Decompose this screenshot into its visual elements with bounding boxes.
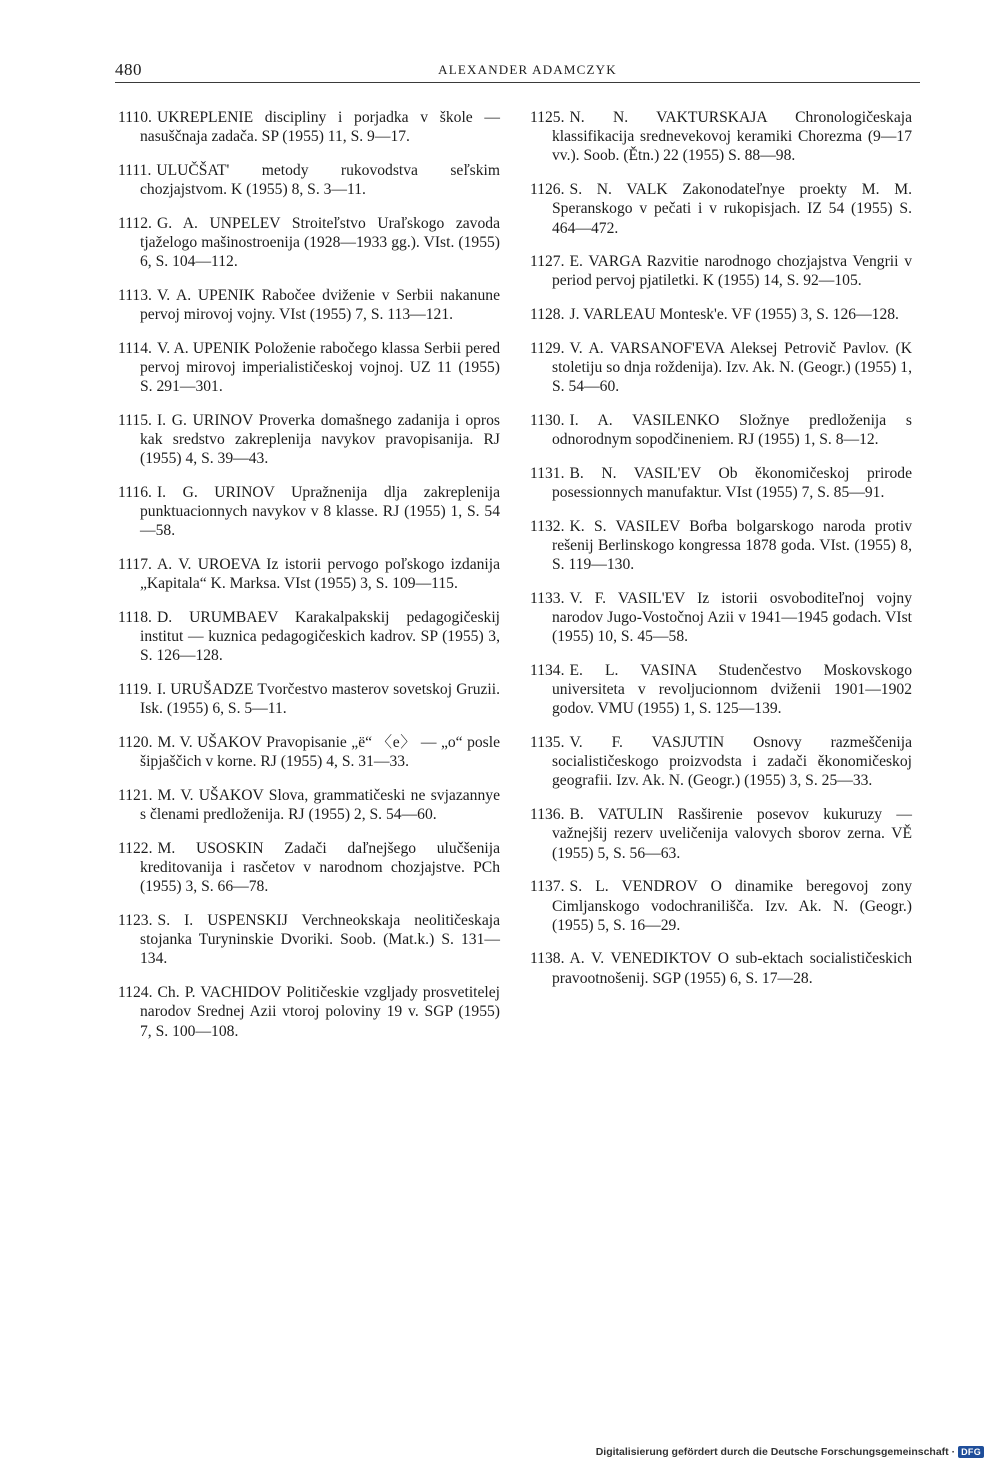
bibliography-entry <box>118 339 500 397</box>
dfg-logo-icon: DFG <box>958 1446 984 1458</box>
entry-number: 1116. <box>118 484 152 502</box>
entry-number: 1111. <box>118 161 152 179</box>
bibliography-entry <box>530 305 912 324</box>
entry-number: 1118. <box>118 609 152 627</box>
entry-text: UKREPLENIE discipliny i porjadka v škole — nasuščnaja zadača. SP (1955) 11, S. 9—17. <box>140 109 500 146</box>
entry-text: M. USOSKIN Zadači daľnejšego ulučšenija kreditovanija i rasčetov v narodnom chozjajstve. PCh (1955) 3, S. 66—78. <box>140 839 500 896</box>
bibliography-entry <box>530 589 912 647</box>
right-column <box>530 108 912 1002</box>
entry-number: 1121. <box>118 786 153 804</box>
bibliography-entry <box>530 517 912 575</box>
entry-text: I. G. URINOV Upražnenija dlja zakreplenija punktuacionnych navykov v 8 klasse. RJ (1955) 1, S. 54—58. <box>140 484 500 540</box>
entry-text: S. L. VENDROV O dinamike beregovoj zony Cimljanskogo vodochranilišča. Izv. Ak. N. (Geogr.) (1955) 5, S. 16—29. <box>552 878 912 934</box>
bibliography-entry <box>530 661 912 719</box>
entry-text: ULUČŠAT' metody rukovodstva seľskim chozjajstvom. K (1955) 8, S. 3—11. <box>140 161 500 199</box>
entry-text: E. L. VASINA Studenčestvo Moskovskogo universiteta v revoljucionnom dviženii 1901—1902 godov. VMU (1955) 1, S. 125—139. <box>552 661 912 718</box>
entry-text: B. VATULIN Rasširenie posevov kukuruzy — važnejšij rezerv uveličenija valovych sborov zerna. VĚ (1955) 5, S. 56—63. <box>552 806 912 862</box>
bibliography-entry <box>118 286 500 324</box>
entry-number: 1130. <box>530 411 565 429</box>
running-head: ALEXANDER ADAMCZYK <box>438 62 617 77</box>
entry-number: 1114. <box>118 339 152 357</box>
entry-text: A. V. UROEVA Iz istorii pervogo poľskogo izdanija „Kapitala“ K. Marksa. VIst (1955) 3, S. 109—115. <box>140 556 500 593</box>
bibliography-entry <box>118 983 500 1041</box>
entry-text: V. A. VARSANOF'EVA Aleksej Petrovič Pavlov. (K stoletiju so dnja roždenija). Izv. Ak. N. (Geogr.) (1955) 1, S. 54—60. <box>552 339 912 396</box>
entry-number: 1135. <box>530 734 565 752</box>
credit-text: Digitalisierung gefördert durch die Deutsche Forschungsgemeinschaft · <box>595 1446 956 1458</box>
entry-number: 1115. <box>118 411 152 429</box>
bibliography-entry <box>530 877 912 935</box>
entry-number: 1122. <box>118 839 153 857</box>
entry-number: 1120. <box>118 734 153 752</box>
bibliography-entry <box>118 786 500 824</box>
digitization-credit <box>596 1446 984 1458</box>
bibliography-entry <box>118 839 500 897</box>
entry-text: N. N. VAKTURSKAJA Chronologičeskaja klassifikacija srednevekovoj keramiki Chorezma (9—17 vv.). Soob. (Ětn.) 22 (1955) S. 88—98. <box>552 109 912 165</box>
entry-text: G. A. UNPELEV Stroiteľstvo Uraľskogo zavoda tjaželogo mašinostroenija (1928—1933 gg.). VIst. (1955) 6, S. 104—112. <box>140 214 500 271</box>
entry-number: 1127. <box>530 253 565 271</box>
left-column <box>118 108 500 1055</box>
bibliography-entry <box>530 339 912 397</box>
entry-text: K. S. VASILEV Boŕba bolgarskogo naroda protiv rešenij Berlinskogo kongressa 1878 goda. VIst. (1955) 8, S. 119—130. <box>552 517 912 574</box>
bibliography-entry <box>118 161 500 199</box>
entry-text: I. A. VASILENKO Složnye predloženija s odnorodnym sopodčineniem. RJ (1955) 1, S. 8—12. <box>552 411 912 449</box>
entry-number: 1117. <box>118 556 152 574</box>
bibliography-entry <box>118 214 500 272</box>
bibliography-entry <box>118 680 500 718</box>
entry-text: E. VARGA Razvitie narodnogo chozjajstva Vengrii v period pervoj pjatiletki. K (1955) 14, S. 92—105. <box>552 253 912 290</box>
bibliography-entry <box>118 608 500 666</box>
entry-number: 1123. <box>118 912 153 929</box>
entry-text: B. N. VASIL'EV Ob ěkonomičeskoj prirode posessionnych manufaktur. VIst (1955) 7, S. 85—91. <box>552 464 912 502</box>
bibliography-entry <box>530 805 912 863</box>
entry-number: 1128. <box>530 306 565 324</box>
entry-number: 1137. <box>530 878 565 896</box>
page-number: 480 <box>115 60 142 79</box>
bibliography-entry <box>530 252 912 290</box>
entry-text: I. URUŠADZE Tvorčestvo masterov sovetskoj Gruzii. Isk. (1955) 6, S. 5—11. <box>140 681 500 718</box>
entry-number: 1136. <box>530 806 565 824</box>
entry-number: 1138. <box>530 950 565 968</box>
bibliography-entry <box>118 108 500 146</box>
entry-number: 1119. <box>118 681 152 699</box>
bibliography-entry <box>118 555 500 593</box>
entry-text: J. VARLEAU Montesk'e. VF (1955) 3, S. 126—128. <box>569 306 899 324</box>
bibliography-entry <box>530 949 912 987</box>
entry-text: M. V. UŠAKOV Slova, grammatičeski ne svjazannye s členami predloženija. RJ (1955) 2, S. 54—60. <box>140 786 500 824</box>
entry-number: 1113. <box>118 286 152 304</box>
entry-text: M. V. UŠAKOV Pravopisanie „ë“ 〈e〉 — „o“ posle šipjaščich v korne. RJ (1955) 4, S. 31—33. <box>140 734 500 771</box>
entry-number: 1110. <box>118 109 152 126</box>
entry-text: I. G. URINOV Proverka domašnego zadanija i opros kak sredstvo zakreplenija navykov pravopisanija. RJ (1955) 4, S. 39—43. <box>140 411 500 468</box>
bibliography-entry <box>118 733 500 771</box>
entry-number: 1131. <box>530 464 565 482</box>
page-header <box>115 58 920 83</box>
entry-number: 1134. <box>530 661 565 679</box>
entry-text: D. URUMBAEV Karakalpakskij pedagogičeskij institut — kuznica pedagogičeskich kadrov. SP (1955) 3, S. 126—128. <box>140 609 500 665</box>
entry-text: V. A. UPENIK Rabočee dviženie v Serbii nakanune pervoj mirovoj vojny. VIst (1955) 7, S. 113—121. <box>140 286 500 324</box>
entry-number: 1132. <box>530 517 565 535</box>
entry-text: V. F. VASIL'EV Iz istorii osvoboditeľnoj vojny narodov Jugo-Vostočnoj Azii v 1941—1945 godach. VIst (1955) 10, S. 45—58. <box>552 589 912 646</box>
entry-text: S. I. USPENSKIJ Verchneokskaja neolitičeskaja stojanka Turyninskie Dvoriki. Soob. (Mat.k.) S. 131—134. <box>140 912 500 968</box>
entry-number: 1126. <box>530 181 565 199</box>
bibliography-entry <box>118 483 500 541</box>
entry-text: V. A. UPENIK Položenie rabočego klassa Serbii pered pervoj mirovoj imperialističeskoj vojnoj. UZ 11 (1955) S. 291—301. <box>140 339 500 396</box>
entry-number: 1129. <box>530 339 565 357</box>
entry-number: 1125. <box>530 109 565 126</box>
bibliography-entry <box>118 911 500 969</box>
bibliography-entry <box>530 108 912 166</box>
entry-text: V. F. VASJUTIN Osnovy razmeščenija socialističeskogo proizvodsta i zadači ěkonomičeskoj geografii. Izv. Ak. N. (Geogr.) (1955) 3, S. 25—33. <box>552 734 912 790</box>
bibliography-entry <box>530 411 912 449</box>
entry-text: S. N. VALK Zakonodateľnye proekty M. M. Speranskogo v pečati i v rukopisjach. IZ 54 (1955) S. 464—472. <box>552 181 912 237</box>
entry-number: 1124. <box>118 984 153 1002</box>
entry-number: 1112. <box>118 214 152 232</box>
entry-number: 1133. <box>530 589 565 607</box>
bibliography-entry <box>530 180 912 238</box>
bibliography-entry <box>530 733 912 791</box>
entry-text: Ch. P. VACHIDOV Političeskie vzgljady prosvetitelej narodov Srednej Azii vtoroj poloviny 19 v. SGP (1955) 7, S. 100—108. <box>140 984 500 1040</box>
entry-text: A. V. VENEDIKTOV O sub-ektach socialističeskich pravootnošenij. SGP (1955) 6, S. 17—28. <box>552 950 912 987</box>
bibliography-entry <box>530 464 912 502</box>
bibliography-entry <box>118 411 500 469</box>
